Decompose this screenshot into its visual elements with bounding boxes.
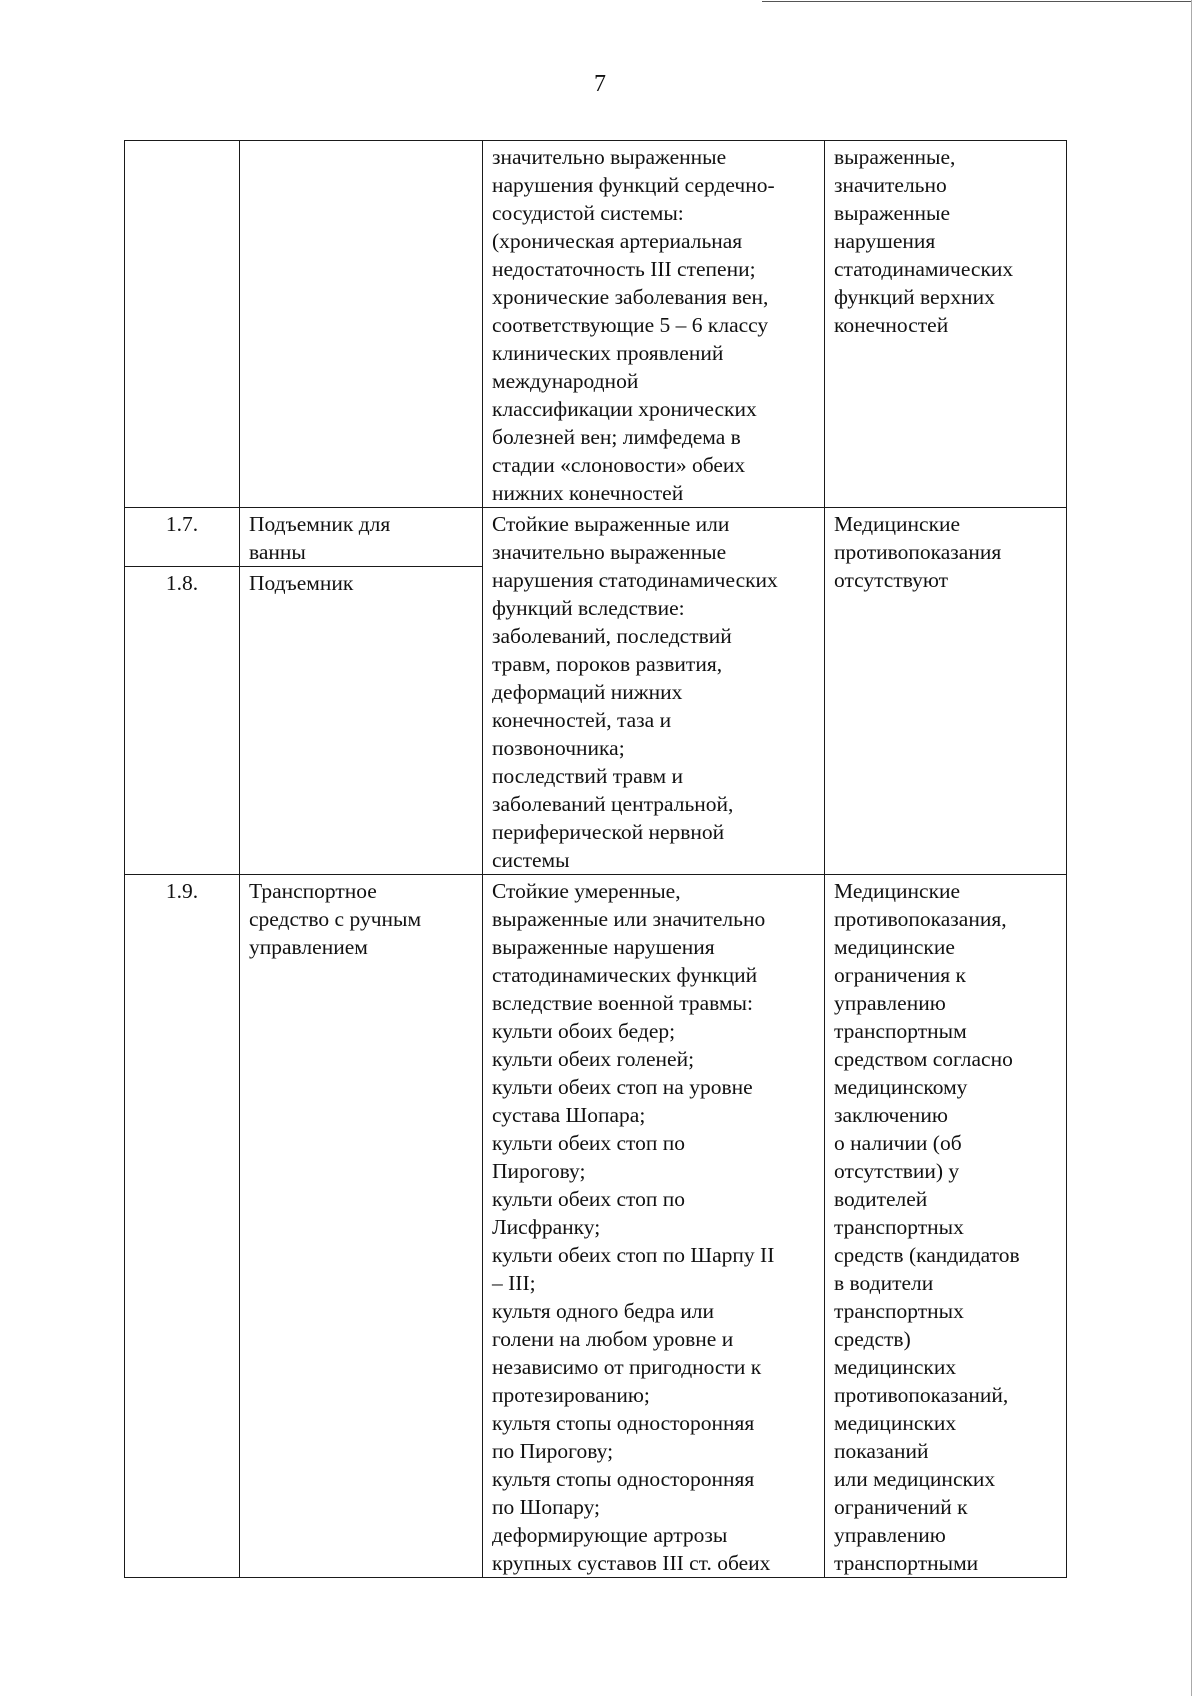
row-number-cell	[125, 141, 240, 508]
text-line: средств)	[834, 1327, 911, 1351]
table-row	[125, 508, 1067, 567]
product-name	[249, 510, 474, 566]
text-line: по Пирогову;	[492, 1439, 614, 1463]
text-line: конечностей, таза и	[492, 708, 672, 732]
text-line: Подъемник для	[249, 512, 391, 536]
text-line: нарушения	[834, 229, 936, 253]
text-line: вследствие военной травмы:	[492, 991, 753, 1015]
text-line: конечностей	[834, 313, 949, 337]
text-line: международной	[492, 369, 639, 393]
text-line: Медицинские	[834, 879, 961, 903]
text-line: медицинские	[834, 935, 955, 959]
text-line: культи обеих стоп по	[492, 1187, 686, 1211]
text-line: о наличии (об	[834, 1131, 962, 1155]
text-line: выраженные или значительно	[492, 907, 766, 931]
text-line: ограничения к	[834, 963, 966, 987]
text-line: заболеваний, последствий	[492, 624, 732, 648]
text-line: водителей	[834, 1187, 928, 1211]
text-line: транспортных	[834, 1215, 964, 1239]
product-name-cell	[240, 875, 483, 1578]
text-line: средство с ручным	[249, 907, 422, 931]
text-line: средством согласно	[834, 1047, 1013, 1071]
text-line: медицинских	[834, 1355, 957, 1379]
text-line: культя стопы односторонняя	[492, 1411, 755, 1435]
table-row	[125, 141, 1067, 508]
indications-text	[492, 143, 816, 507]
text-line: транспортными	[834, 1551, 979, 1575]
text-line: в водители	[834, 1271, 934, 1295]
text-line: противопоказания	[834, 540, 1002, 564]
text-line: или медицинских	[834, 1467, 996, 1491]
text-line: голени на любом уровне и	[492, 1327, 734, 1351]
text-line: показаний	[834, 1439, 929, 1463]
indications-cell	[483, 141, 825, 508]
text-line: ограничений к	[834, 1495, 968, 1519]
text-line: нарушения статодинамических	[492, 568, 778, 592]
text-line: управлению	[834, 991, 946, 1015]
text-line: статодинамических функций	[492, 963, 758, 987]
contraindications-cell	[825, 508, 1067, 875]
text-line: ванны	[249, 540, 306, 564]
text-line: выраженные,	[834, 145, 956, 169]
text-line: транспортных	[834, 1299, 964, 1323]
text-line: средств (кандидатов	[834, 1243, 1020, 1267]
text-line: клинических проявлений	[492, 341, 724, 365]
product-name-cell	[240, 508, 483, 567]
text-line: культи обоих бедер;	[492, 1019, 676, 1043]
text-line: Лисфранку;	[492, 1215, 601, 1239]
top-scan-rule	[762, 1, 1192, 2]
row-number: 1.9.	[165, 879, 199, 903]
text-line: Стойкие умеренные,	[492, 879, 681, 903]
contraindications-text	[834, 510, 1058, 594]
text-line: отсутствуют	[834, 568, 949, 592]
text-line: системы	[492, 848, 570, 872]
text-line: соответствующие 5 – 6 классу	[492, 313, 769, 337]
text-line: стадии «слоновости» обеих	[492, 453, 746, 477]
indications-cell	[483, 875, 825, 1578]
text-line: управлению	[834, 1523, 946, 1547]
indications-text	[492, 510, 816, 874]
text-line: нижних конечностей	[492, 481, 684, 505]
text-line: управлением	[249, 935, 368, 959]
text-line: противопоказаний,	[834, 1383, 1009, 1407]
contraindications-cell	[825, 875, 1067, 1578]
text-line: Стойкие выраженные или	[492, 512, 730, 536]
text-line: независимо от пригодности к	[492, 1355, 762, 1379]
text-line: по Шопару;	[492, 1495, 601, 1519]
row-number: 1.7.	[165, 512, 199, 536]
text-line: транспортным	[834, 1019, 967, 1043]
text-line: отсутствии) у	[834, 1159, 960, 1183]
indications-cell	[483, 508, 825, 875]
product-name-cell	[240, 567, 483, 875]
text-line: культи обеих стоп по Шарпу II	[492, 1243, 775, 1267]
text-line: значительно выраженные	[492, 540, 727, 564]
page-number: 7	[594, 71, 606, 97]
text-line: периферической нервной	[492, 820, 725, 844]
text-line: протезированию;	[492, 1383, 650, 1407]
indications-text	[492, 877, 816, 1577]
text-line: сосудистой системы:	[492, 201, 684, 225]
product-name	[249, 877, 474, 961]
text-line: заключению	[834, 1103, 948, 1127]
text-line: культя стопы односторонняя	[492, 1467, 755, 1491]
product-name	[249, 569, 474, 597]
text-line: культя одного бедра или	[492, 1299, 715, 1323]
right-scan-rule	[1191, 0, 1192, 1696]
text-line: нарушения функций сердечно-	[492, 173, 775, 197]
text-line: заболеваний центральной,	[492, 792, 734, 816]
text-line: травм, пороков развития,	[492, 652, 723, 676]
contraindications-cell	[825, 141, 1067, 508]
text-line: болезней вен; лимфедема в	[492, 425, 741, 449]
text-line: хронические заболевания вен,	[492, 285, 769, 309]
text-line: медицинскому	[834, 1075, 968, 1099]
text-line: медицинских	[834, 1411, 957, 1435]
text-line: деформирующие артрозы	[492, 1523, 728, 1547]
row-number-cell	[125, 508, 240, 567]
text-line: недостаточность III степени;	[492, 257, 756, 281]
document-table	[124, 140, 1067, 1578]
text-line: крупных суставов III ст. обеих	[492, 1551, 771, 1575]
text-line: – III;	[492, 1271, 536, 1295]
text-line: (хроническая артериальная	[492, 229, 743, 253]
product-name-cell	[240, 141, 483, 508]
text-line: культи обеих голеней;	[492, 1047, 695, 1071]
text-line: противопоказания,	[834, 907, 1007, 931]
text-line: значительно	[834, 173, 947, 197]
text-line: сустава Шопара;	[492, 1103, 646, 1127]
row-number-cell	[125, 567, 240, 875]
text-line: значительно выраженные	[492, 145, 727, 169]
text-line: Медицинские	[834, 512, 961, 536]
text-line: Пирогову;	[492, 1159, 586, 1183]
text-line: функций вследствие:	[492, 596, 685, 620]
text-line: статодинамических	[834, 257, 1014, 281]
text-line: Подъемник	[249, 571, 354, 596]
row-number: 1.8.	[165, 571, 199, 596]
text-line: выраженные нарушения	[492, 935, 715, 959]
text-line: позвоночника;	[492, 736, 625, 760]
contraindications-text	[834, 877, 1058, 1577]
contraindications-text	[834, 143, 1058, 339]
text-line: деформаций нижних	[492, 680, 683, 704]
text-line: культи обеих стоп на уровне	[492, 1075, 753, 1099]
text-line: Транспортное	[249, 879, 377, 903]
text-line: культи обеих стоп по	[492, 1131, 686, 1155]
text-line: последствий травм и	[492, 764, 683, 788]
row-number-cell	[125, 875, 240, 1578]
text-line: выраженные	[834, 201, 951, 225]
text-line: функций верхних	[834, 285, 995, 309]
text-line: классификации хронических	[492, 397, 757, 421]
table-row	[125, 875, 1067, 1578]
